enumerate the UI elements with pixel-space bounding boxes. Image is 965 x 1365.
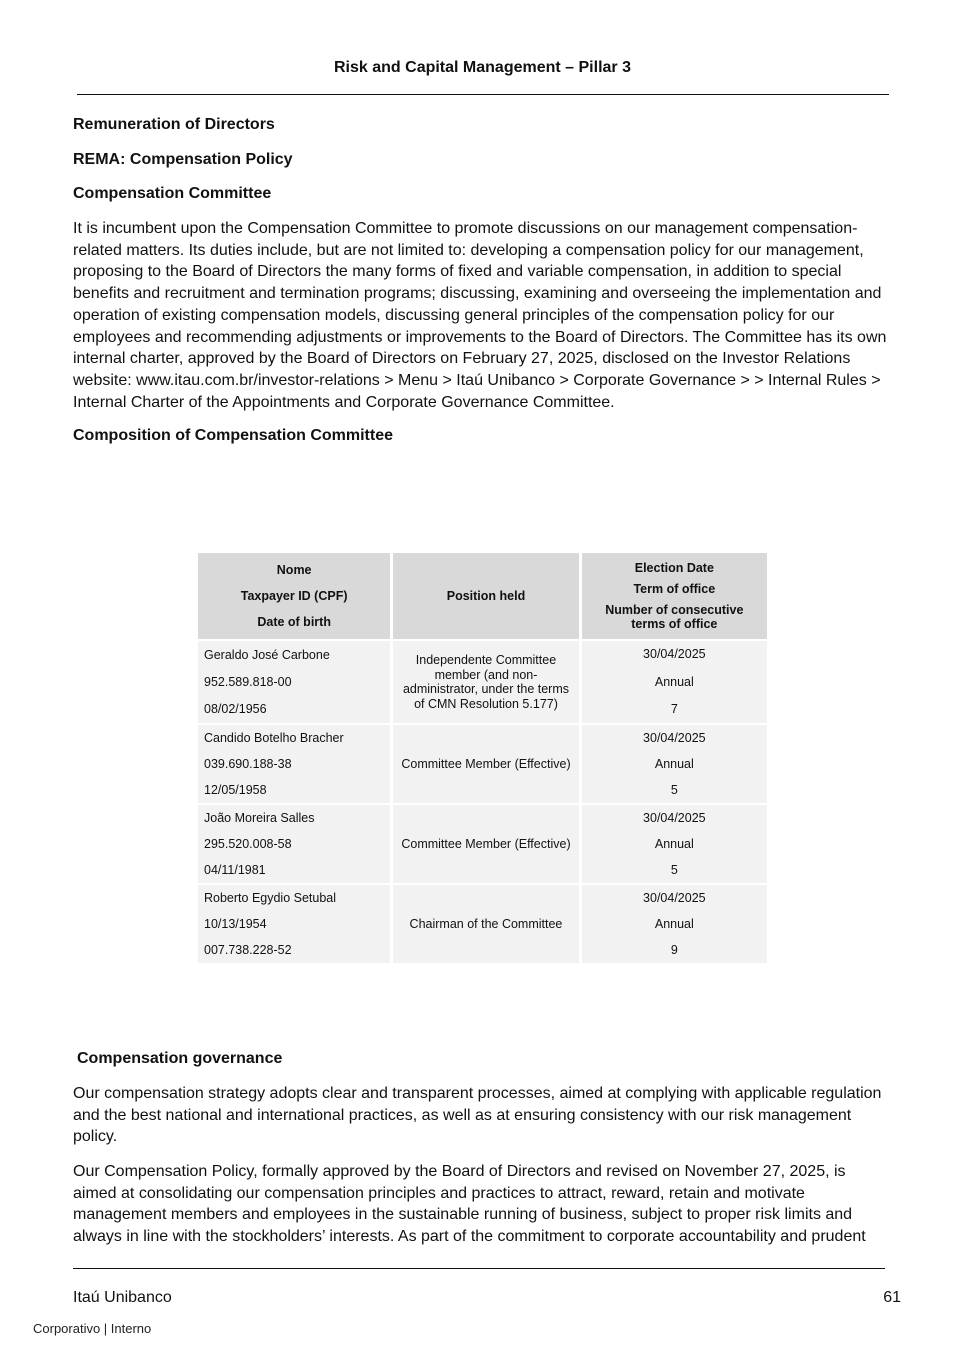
member-id: 10/13/1954 <box>204 917 267 931</box>
footer-company: Itaú Unibanco <box>73 1289 172 1306</box>
member-term-cell <box>582 641 767 723</box>
term-of-office: Annual <box>654 916 694 931</box>
table-row <box>198 805 767 883</box>
consecutive-terms: 9 <box>670 942 678 957</box>
header-label: Taxpayer ID (CPF) <box>240 589 348 603</box>
page-number: 61 <box>883 1289 901 1306</box>
header-label: Date of birth <box>257 615 331 629</box>
subsection-heading: REMA: Compensation Policy <box>73 151 293 168</box>
composition-table <box>195 551 770 965</box>
member-term-cell <box>582 885 767 963</box>
term-of-office: Annual <box>654 756 694 771</box>
member-id: 039.690.188-38 <box>204 757 292 771</box>
member-date: 08/02/1956 <box>204 702 267 717</box>
member-name: Roberto Egydio Setubal <box>204 891 337 905</box>
member-term-cell <box>582 805 767 883</box>
committee-paragraph: It is incumbent upon the Compensation Committee to promote discussions on our management compensation-related matters. Its duties include, but are not limited to: developing a compensation policy for our management, proposing to the Board of Directors the many forms of fixed and variable compensation, in addition to special benefits and recruitment and termination programs; discussing, examining and overseeing the implementation and operation of existing compensation models, discussing general principles of the compensation policy for our employees and recommending adjustments or improvements to the Board of Directors. The Committee has its own internal charter, approved by the Board of Directors on February 27, 2025, disclosed on the Investor Relations website: www.itau.com.br/investor-relations > Menu > Itaú Unibanco > Corporate Governance > > Internal Rules > Internal Charter of the Appointments and Corporate Governance Committee. <box>73 220 887 411</box>
member-info-cell <box>198 885 390 963</box>
member-date: 04/11/1981 <box>204 863 266 877</box>
governance-paragraph-2: Our Compensation Policy, formally approved by the Board of Directors and revised on November 27, 2025, is aimed at consolidating our compensation principles and practices to attract, reward, retain and motivate management members and employees in the sustainable running of business, subject to proper risk limits and always in line with the stockholders’ interests. As part of the commitment to corporate accountability and prudent <box>73 1163 866 1246</box>
term-of-office: Annual <box>654 674 694 689</box>
header-label: Term of office <box>633 581 716 596</box>
composition-heading: Composition of Compensation Committee <box>73 427 393 444</box>
member-date: 12/05/1958 <box>204 783 267 797</box>
header-label: Number of consecutive terms of office <box>605 603 744 632</box>
classification-label: Corporativo | Interno <box>33 1321 152 1336</box>
member-position: Committee Member (Effective) <box>393 805 578 883</box>
header-label: Election Date <box>634 560 714 575</box>
table-header-row <box>198 553 767 639</box>
committee-heading: Compensation Committee <box>73 185 272 202</box>
table-row <box>198 725 767 803</box>
consecutive-terms: 5 <box>670 862 678 877</box>
member-name: Candido Botelho Bracher <box>204 731 344 745</box>
consecutive-terms: 7 <box>670 702 678 717</box>
table-row <box>198 641 767 723</box>
member-id: 295.520.008-58 <box>204 837 292 851</box>
section-heading: Remuneration of Directors <box>73 116 275 133</box>
member-info-cell <box>198 641 390 723</box>
governance-heading: Compensation governance <box>77 1050 283 1067</box>
member-id: 952.589.818-00 <box>204 674 292 689</box>
member-date: 007.738.228-52 <box>204 943 292 957</box>
election-date: 30/04/2025 <box>643 730 706 745</box>
election-date: 30/04/2025 <box>643 810 706 825</box>
consecutive-terms: 5 <box>670 782 678 797</box>
footer-divider <box>73 1268 885 1269</box>
member-info-cell <box>198 725 390 803</box>
member-name: Geraldo José Carbone <box>204 647 330 662</box>
member-info-cell <box>198 805 390 883</box>
term-of-office: Annual <box>654 836 694 851</box>
member-term-cell <box>582 725 767 803</box>
header-divider <box>77 94 889 95</box>
header-position: Position held <box>393 553 578 639</box>
member-name: João Moreira Salles <box>204 811 315 825</box>
header-election-term <box>582 553 767 639</box>
table-row <box>198 885 767 963</box>
member-position: Committee Member (Effective) <box>393 725 578 803</box>
header-name-id-birth <box>198 553 390 639</box>
member-position: Independente Committee member (and non-administrator, under the terms of CMN Resolution 5.177) <box>393 641 578 723</box>
page-header-title: Risk and Capital Management – Pillar 3 <box>334 59 631 76</box>
member-position: Chairman of the Committee <box>393 885 578 963</box>
election-date: 30/04/2025 <box>643 647 706 662</box>
election-date: 30/04/2025 <box>643 890 706 905</box>
governance-paragraph-1: Our compensation strategy adopts clear and transparent processes, aimed at complying with applicable regulation and the best national and international practices, as well as at ensuring consistency with our risk management policy. <box>73 1085 882 1146</box>
header-label: Nome <box>276 563 312 577</box>
